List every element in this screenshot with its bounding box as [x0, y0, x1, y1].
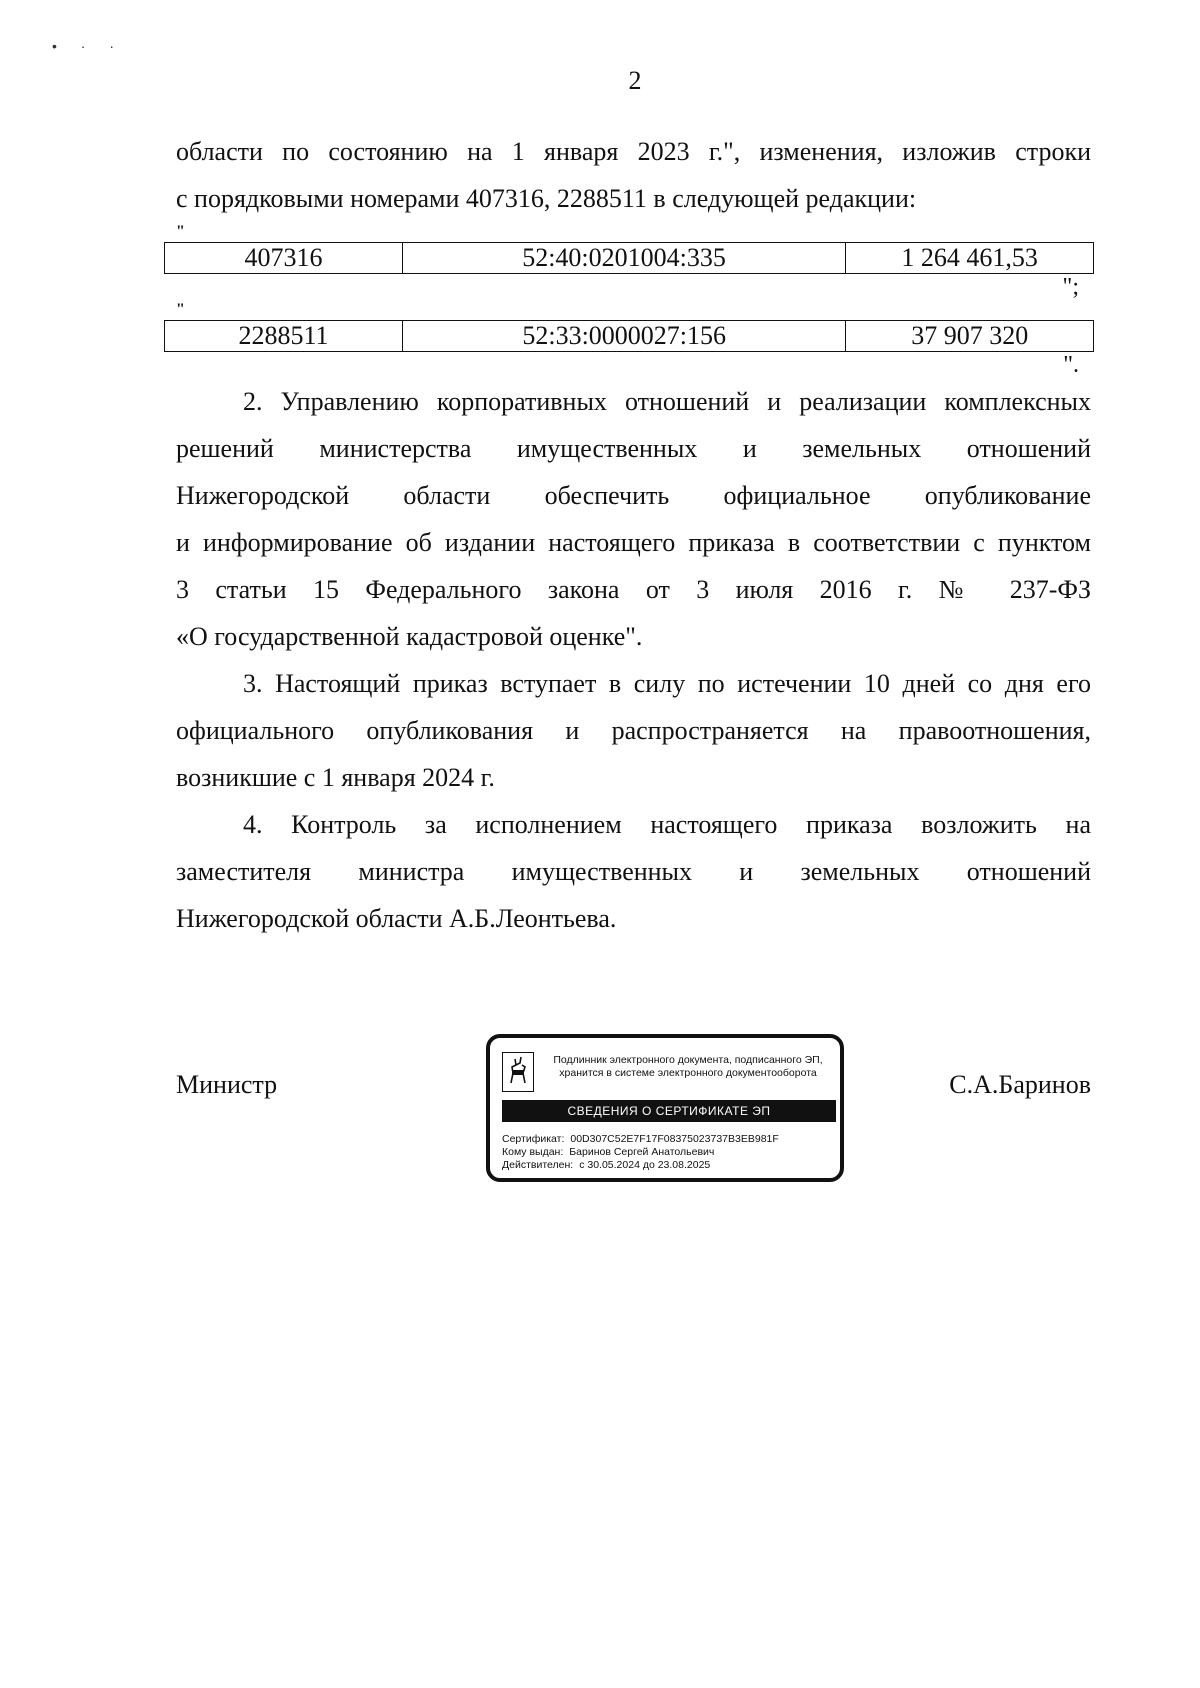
quote-close-2: ". — [1063, 352, 1079, 378]
p4-line: заместителя министра имущественных и земельных отношений — [176, 857, 1091, 886]
cadastral-table-1 — [164, 242, 1094, 274]
stamp-text-line-2: хранится в системе электронного документооборота — [559, 1067, 817, 1079]
table-row — [165, 321, 1094, 352]
paragraph-2 — [176, 378, 1091, 660]
signatory-name: С.А.Баринов — [949, 1070, 1091, 1099]
p2-line: Нижегородской области обеспечить официальное опубликование — [176, 481, 1091, 510]
scan-marks: • · · — [52, 38, 125, 54]
certificate-value: 00D307C52E7F17F08375023737B3EB981F — [570, 1133, 779, 1145]
p3-line: официального опубликования и распространяется на правоотношения, — [176, 716, 1091, 745]
intro-line-1: области по состоянию на 1 января 2023 г.", изменения, изложив строки — [176, 137, 1091, 166]
p4-line: 4. Контроль за исполнением настоящего приказа возложить на — [243, 810, 1091, 839]
issued-label: Кому выдан: — [502, 1146, 564, 1158]
valid-row — [502, 1159, 832, 1172]
row-number: 407316 — [165, 243, 403, 274]
p2-line: 2. Управлению корпоративных отношений и реализации комплексных — [243, 387, 1091, 416]
p2-line: и информирование об издании настоящего приказа в соответствии с пунктом — [176, 528, 1091, 557]
quote-open-2: " — [176, 301, 185, 318]
electronic-signature-stamp — [486, 1034, 844, 1182]
cadastral-table-2 — [164, 320, 1094, 352]
p4-line: Нижегородской области А.Б.Леонтьева. — [176, 904, 617, 933]
cadastral-value: 37 907 320 — [846, 321, 1094, 352]
p3-line: возникшие с 1 января 2024 г. — [176, 763, 495, 792]
certificate-label: Сертификат: — [502, 1133, 565, 1145]
valid-label: Действителен: — [502, 1159, 574, 1171]
deer-emblem-icon — [502, 1052, 534, 1092]
intro-line-2: с порядковыми номерами 407316, 2288511 в следующей редакции: — [176, 184, 917, 213]
cadastral-number: 52:33:0000027:156 — [403, 321, 846, 352]
p3-line: 3. Настоящий приказ вступает в силу по истечении 10 дней со дня его — [243, 669, 1091, 698]
quote-close-1: "; — [1062, 274, 1079, 300]
page-number: 2 — [628, 66, 642, 95]
paragraph-3 — [176, 660, 1091, 801]
issued-row — [502, 1146, 832, 1159]
quote-open-1: " — [176, 223, 185, 240]
certificate-info — [502, 1133, 832, 1172]
cadastral-value: 1 264 461,53 — [846, 243, 1094, 274]
valid-value: с 30.05.2024 до 23.08.2025 — [579, 1159, 711, 1171]
certificate-row — [502, 1133, 832, 1146]
p2-line: решений министерства имущественных и земельных отношений — [176, 434, 1091, 463]
row-number: 2288511 — [165, 321, 403, 352]
stamp-header: СВЕДЕНИЯ О СЕРТИФИКАТЕ ЭП — [502, 1100, 836, 1122]
table-row — [165, 243, 1094, 274]
stamp-text-line-1: Подлинник электронного документа, подписанного ЭП, — [553, 1054, 823, 1066]
signature-block — [176, 1034, 1091, 1194]
document-body — [176, 128, 1091, 942]
paragraph-4 — [176, 801, 1091, 942]
cadastral-number: 52:40:0201004:335 — [402, 243, 845, 274]
signatory-title: Министр — [176, 1070, 278, 1099]
p2-line: «О государственной кадастровой оценке". — [176, 622, 643, 651]
p2-line: 3 статьи 15 Федерального закона от 3 июля 2016 г. № 237-ФЗ — [176, 575, 1091, 604]
issued-value: Баринов Сергей Анатольевич — [569, 1146, 715, 1158]
